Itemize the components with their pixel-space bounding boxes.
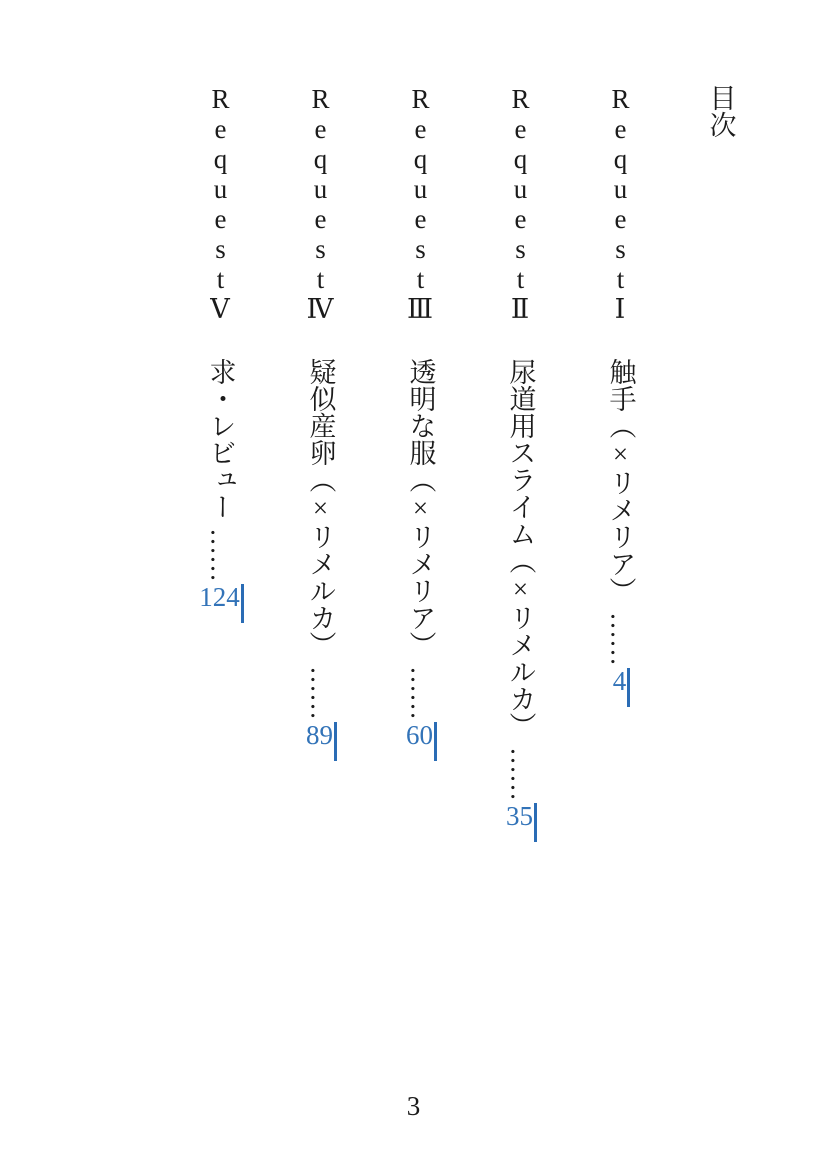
request-word: Request [505,84,536,294]
request-word: Request [205,84,236,294]
toc-entry-1 [606,84,634,707]
dot-leader: …… [205,528,236,582]
dot-leader: …… [605,612,636,666]
request-label [207,84,234,325]
request-word: Request [605,84,636,294]
request-label [407,84,434,325]
page-number-link[interactable]: 60 [403,722,437,761]
entry-title: 触手（×リメリア） [605,358,636,604]
dot-leader: …… [305,666,336,720]
request-label [507,84,534,325]
dot-leader: …… [505,747,536,801]
entry-title: 尿道用スライム（×リメルカ） [505,358,536,739]
entry-title: 疑似産卵（×リメルカ） [305,358,336,658]
toc [199,84,736,842]
request-numeral: Ⅲ [405,294,436,325]
toc-entry-4 [306,84,334,761]
toc-entry-3 [406,84,434,761]
request-label [607,84,634,325]
toc-heading: 目次 [705,84,736,138]
page-number-link[interactable]: 89 [303,722,337,761]
request-numeral: Ⅱ [505,294,536,325]
request-numeral: Ⅴ [205,294,236,325]
request-numeral: Ⅳ [305,294,336,325]
toc-heading-column [706,84,734,138]
page-number-link[interactable]: 124 [196,584,244,623]
toc-entry-5 [199,84,240,623]
page-number-link[interactable]: 4 [610,668,631,707]
entry-title: 求・レビュー [205,358,236,520]
request-label [307,84,334,325]
request-word: Request [405,84,436,294]
dot-leader: …… [405,666,436,720]
request-numeral: Ⅰ [605,294,636,325]
page-number-link[interactable]: 35 [503,803,537,842]
page-footer-number: 3 [406,1091,421,1121]
request-word: Request [305,84,336,294]
entry-title: 透明な服（×リメリア） [405,358,436,658]
toc-entry-2 [506,84,534,842]
